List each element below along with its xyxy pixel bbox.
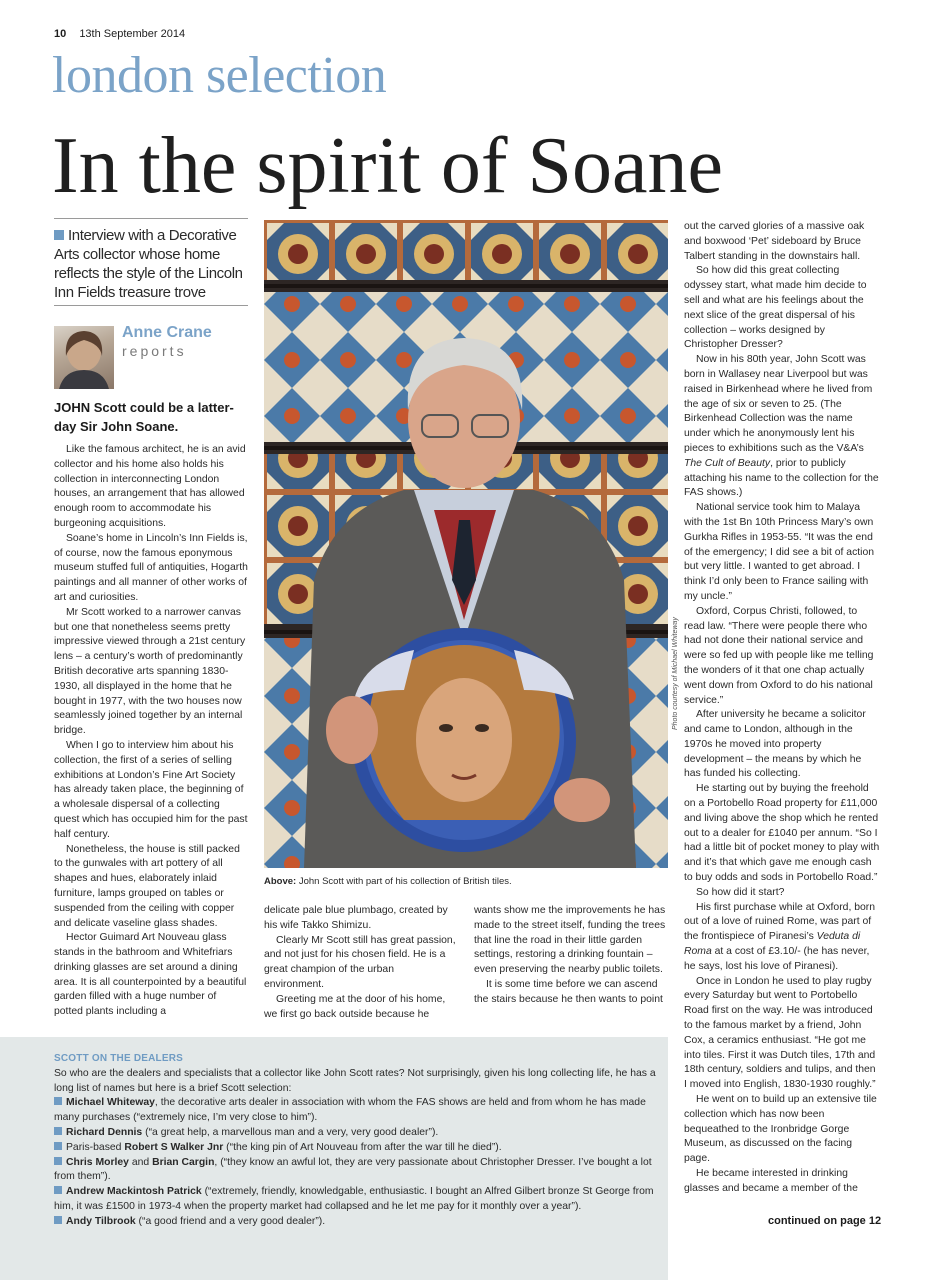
dealer-entry bbox=[54, 1156, 660, 1186]
caption-label: Above: bbox=[264, 876, 297, 887]
paragraph-text: His first purchase while at Oxford, born out of a love of ruined Rome, was part of the frontispiece of Piranesi’s bbox=[684, 901, 876, 943]
issue-date: 13th September 2014 bbox=[79, 28, 186, 40]
sidebar-intro: So who are the dealers and specialists that a collector like John Scott rates? Not surprisingly, given his long collecting life, he has a long list of names but here is a brief Scott selection: bbox=[54, 1067, 656, 1094]
paragraph-text: Now in his 80th year, John Scott was born in Wallasey near Liverpool but was raised in Birkenhead where he lived from the age of six or seven to 25. (The Birkenhead Collection was the name under which he anonymously lent his pieces to exhibitions such as the V&A’s bbox=[684, 354, 873, 454]
paragraph: He starting out by buying the freehold on a Portobello Road property for £11,000 and living above the shop which he rented out to a dealer for £1040 per annum. “So I had a little bit of pocket money to play with and it’s that which gave me enough cash to buy odds and sods in Portobello Road.” bbox=[684, 783, 880, 884]
paragraph: out the carved glories of a massive oak and boxwood ‘Pet’ sideboard by Bruce Talbert standing in the downstairs hall. bbox=[684, 221, 865, 262]
paragraph: Like the famous architect, he is an avid collector and his home also holds his collection in interconnecting London houses, an arrangement that has allowed enough room to accommodate his burgeoning acquisitions. bbox=[54, 444, 246, 529]
paragraph: Clearly Mr Scott still has great passion, and not just for his chosen field. He is a great champion of the urban environment. bbox=[264, 934, 456, 990]
caption-text: John Scott with part of his collection of British tiles. bbox=[296, 876, 512, 887]
dealer-entry bbox=[54, 1215, 660, 1230]
paragraph: So how did it start? bbox=[696, 886, 785, 898]
intro-paragraph: JOHN Scott could be a latter-day Sir John Soane. bbox=[54, 400, 234, 434]
dealer-comment: (“extremely, friendly, knowledgable, enthusiastic. I bought an Alfred Gilbert bronze St George from him, it was £1500 in 1973-4 when the property market had collapsed and he let me pay for it monthly over a year”). bbox=[54, 1186, 654, 1212]
author-role: reports bbox=[122, 343, 187, 359]
paragraph-text: at a cost of £3.10/- (he has never, he says, lost his love of Piranesi). bbox=[684, 946, 870, 972]
square-bullet-icon bbox=[54, 1142, 62, 1150]
paragraph: Greeting me at the door of his home, we first go back outside because he bbox=[264, 993, 446, 1020]
dealer-comment: (“the king pin of Art Nouveau from after the war till he died”). bbox=[223, 1141, 502, 1153]
dealer-comment: , the decorative arts dealer in association with whom the FAS shows are held and from whom he has made many purchases (“extremely nice, I’m very close to him”). bbox=[54, 1097, 646, 1124]
paragraph bbox=[684, 901, 880, 975]
paragraph: Mr Scott worked to a narrower canvas but one that nonetheless seems pretty impressive viewed through a 21st century lens – a century’s worth of predominantly British decorative arts spanning 1830-1930, all displayed in the home that he bought in 1977, with the two houses now seamlessly joined together by an internal bridge. bbox=[54, 606, 246, 737]
paragraph: So how did this great collecting odyssey start, what made him decide to sell and what are his feelings about the next slice of the great dispersal of his collection – works designed by Christopher Dresser? bbox=[684, 265, 867, 351]
paragraph: It is some time before we can ascend the stairs because he then wants to point bbox=[474, 978, 663, 1005]
paragraph: delicate pale blue plumbago, created by his wife Takko Shimizu. bbox=[264, 905, 448, 931]
paragraph bbox=[684, 353, 880, 501]
dealer-name: Andrew Mackintosh Patrick bbox=[66, 1186, 202, 1198]
column-1 bbox=[54, 443, 248, 1020]
column-2 bbox=[264, 904, 456, 1022]
dealer-comment: (“a good friend and a very good dealer”). bbox=[135, 1215, 326, 1227]
dealer-comment: (“a great help, a marvellous man and a very, very good dealer”). bbox=[142, 1126, 439, 1138]
page-folio bbox=[54, 28, 185, 40]
book-title: The Cult of Beauty bbox=[684, 457, 771, 469]
dealer-conjunction: and bbox=[128, 1156, 153, 1168]
continued-note: continued on page 12 bbox=[768, 1215, 882, 1227]
dealer-name: Andy Tilbrook bbox=[66, 1215, 136, 1227]
square-bullet-icon bbox=[54, 230, 64, 240]
standfirst-text: Interview with a Decorative Arts collector whose home reflects the style of the Lincoln Inn Fields treasure trove bbox=[54, 227, 243, 301]
dealer-entry bbox=[54, 1096, 660, 1126]
paragraph: National service took him to Malaya with the 1st Bn 10th Princess Mary’s own Gurkha Rifles in 1953-55. “It was the end of the emergency; I did see a bit of action but very little. I wanted to get abroad. I think I’d only been to France sailing with my uncle.” bbox=[684, 502, 875, 602]
photo-credit: Photo courtesy of Michael Whiteway bbox=[672, 617, 679, 730]
square-bullet-icon bbox=[54, 1157, 62, 1165]
paragraph: He became interested in drinking glasses and became a member of the bbox=[684, 1168, 858, 1194]
paragraph: Hector Guimard Art Nouveau glass stands in the bathroom and Whitefriars drinking glasses are set around a dining area. It is all counterpointed by a beautiful garden filled with a huge number of potted plants including a bbox=[54, 932, 247, 1018]
dealer-entry bbox=[54, 1126, 660, 1141]
paragraph: Oxford, Corpus Christi, followed, to read law. “There were people there who had not done their national service and were so fed up with people like me telling the wonders of it that one chap actually went down from Oxford to do his national service.” bbox=[684, 605, 874, 706]
sidebar-content bbox=[54, 1052, 660, 1230]
dealer-name: Brian Cargin bbox=[152, 1156, 215, 1168]
dealer-list bbox=[54, 1096, 660, 1229]
dealer-name: Robert S Walker Jnr bbox=[124, 1141, 224, 1153]
paragraph: wants show me the improvements he has made to the street itself, funding the trees that line the road in their little garden settings, restoring a drinking fountain – even preserving the nearby public toilets. bbox=[474, 905, 666, 976]
dealer-prefix: Paris-based bbox=[66, 1141, 125, 1153]
section-title: london selection bbox=[52, 47, 387, 104]
paragraph: Once in London he used to play rugby every Saturday but went to Portobello Road first on the way. He was introduced to the famous market by a friend, John Cox, a ceramics enthusiast. “He got me into tiles. First it was Dutch tiles, 17th and 18th century, soldiers and tulips, and then I moved into English, 1830-1930 roughly.” bbox=[684, 975, 876, 1091]
paragraph: Nonetheless, the house is still packed to the gunwales with art pottery of all shapes and hues, elaborately inlaid furniture, lamps grouped on tables or suspended from the ceiling with copper and delicate vaseline glass shades. bbox=[54, 843, 240, 929]
dealer-entry bbox=[54, 1185, 660, 1215]
page-number: 10 bbox=[54, 28, 67, 40]
paragraph: He went on to build up an extensive tile collection which has now been bequeathed to the Ironbridge Gorge Museum, as discussed on the facing page. bbox=[684, 1094, 877, 1165]
standfirst-top-rule bbox=[54, 218, 248, 219]
artwork-title: Veduta di Roma bbox=[684, 931, 861, 958]
paragraph-text: , prior to publicly attaching his name to the collection for the FAS shows.) bbox=[684, 457, 879, 499]
standfirst bbox=[54, 226, 248, 302]
dealer-name: Michael Whiteway bbox=[66, 1097, 155, 1109]
feature-photo bbox=[264, 220, 668, 868]
square-bullet-icon bbox=[54, 1127, 62, 1135]
author-portrait-icon bbox=[54, 326, 114, 389]
dealer-name: Richard Dennis bbox=[66, 1126, 143, 1138]
paragraph: After university he became a solicitor and came to London, although in the 1970s he moved into property development – the means by which he has funded his collecting. bbox=[684, 709, 866, 780]
paragraph: Soane’s home in Lincoln’s Inn Fields is, of course, now the famous eponymous museum stuffed full of antiquities, Hogarth paintings and all manner of other works of art and curiosities. bbox=[54, 532, 248, 603]
headline: In the spirit of Soane bbox=[52, 122, 723, 210]
square-bullet-icon bbox=[54, 1186, 62, 1194]
dealer-comment: , (“they know an awful lot, they are very passionate about Christopher Dresser. I’ve bought a lot from them”). bbox=[54, 1156, 652, 1183]
square-bullet-icon bbox=[54, 1097, 62, 1105]
dealer-name: Chris Morley bbox=[66, 1156, 129, 1168]
author-name: Anne Crane bbox=[122, 324, 212, 341]
square-bullet-icon bbox=[54, 1216, 62, 1224]
standfirst-bottom-rule bbox=[54, 305, 248, 306]
column-3 bbox=[474, 904, 668, 1008]
tile-collection-photo bbox=[264, 220, 668, 868]
dealer-entry bbox=[54, 1141, 660, 1156]
paragraph: When I go to interview him about his collection, the first of a series of selling exhibitions at London’s Fine Art Society has already taken place, the beginning of a wholesale dispersal of a collecting quest which has occupied him for the past half century. bbox=[54, 739, 248, 840]
column-4 bbox=[684, 220, 880, 1197]
sidebar-title: SCOTT ON THE DEALERS bbox=[54, 1053, 184, 1064]
author-photo bbox=[54, 326, 114, 389]
photo-caption bbox=[264, 876, 512, 887]
